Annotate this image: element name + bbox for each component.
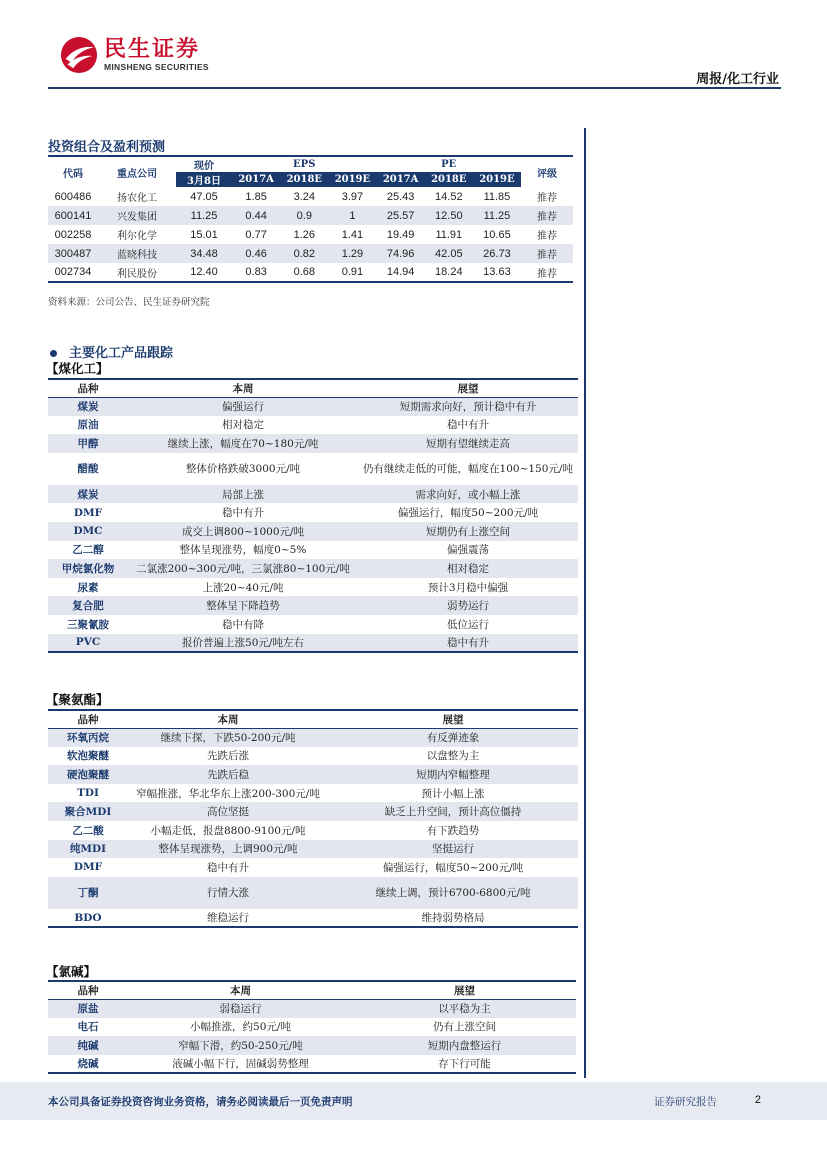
this-week-cell: 整体呈下降趋势 (128, 596, 358, 615)
metric-cell: 11.85 (483, 190, 511, 203)
this-week-cell: 上涨20~40元/吨 (202, 581, 284, 594)
price-cell: 15.01 (190, 228, 218, 241)
col-year: 2017A (376, 172, 424, 187)
this-week-cell: 维稳运行 (128, 909, 328, 928)
disclaimer-notice: 本公司具备证券投资咨询业务资格，请务必阅读最后一页免责声明 (48, 1096, 353, 1108)
this-week-cell: 窄幅下滑，约50-250元/吨 (128, 1036, 353, 1055)
table-row (48, 263, 573, 282)
this-week-cell: 行情大涨 (128, 877, 328, 909)
table-row (48, 225, 573, 244)
metric-cell: 14.52 (435, 190, 463, 203)
logo-english-name: MINSHENG SECURITIES (104, 62, 209, 72)
this-week-cell: 整体价格跌破3000元/吨 (185, 463, 301, 476)
table-row (48, 596, 578, 615)
table-row (48, 877, 578, 909)
company-name: 兴发集团 (98, 206, 176, 225)
metric-cell: 13.63 (473, 263, 521, 282)
metric-cell: 14.94 (376, 263, 424, 282)
outlook-cell: 低位运行 (447, 618, 489, 631)
outlook-cell: 相对稳定 (358, 559, 578, 578)
metric-cell: 0.44 (232, 206, 280, 225)
table-row (48, 1018, 576, 1037)
table-row (48, 559, 578, 578)
chloralkali-table (48, 980, 576, 1074)
chloralkali-label: 【氯碱】 (46, 964, 97, 979)
this-week-cell: 继续下探，下跌50-200元/吨 (128, 728, 328, 747)
col-product: 品种 (48, 981, 128, 999)
outlook-cell: 有反弹迹象 (328, 728, 578, 747)
metric-cell: 25.43 (386, 190, 415, 203)
rating-cell: 推荐 (521, 244, 573, 263)
company-name: 扬农化工 (117, 193, 157, 204)
stock-code: 002734 (48, 263, 98, 282)
table-row (48, 416, 578, 435)
outlook-cell: 以盘整为主 (426, 750, 480, 763)
table-row (48, 1036, 576, 1055)
metric-cell: 3.24 (293, 190, 316, 203)
portfolio-table (48, 155, 573, 283)
price-cell: 34.48 (176, 244, 232, 263)
metric-cell: 11.91 (435, 228, 463, 241)
product-name: 原盐 (48, 999, 128, 1018)
coal-chem-label: 【煤化工】 (46, 361, 109, 376)
header-row (48, 710, 578, 728)
product-name: 纯MDI (48, 840, 128, 859)
product-name: 纯碱 (48, 1036, 128, 1055)
metric-cell: 19.49 (386, 228, 415, 241)
company-name: 利尔化学 (117, 231, 157, 242)
this-week-cell: 先跌后稳 (128, 765, 328, 784)
table-row (48, 578, 578, 597)
outlook-cell: 需求向好，或小幅上涨 (358, 485, 578, 504)
outlook-cell: 短期有望继续走高 (358, 434, 578, 453)
report-category-title: 周报/化工行业 (696, 72, 779, 87)
table-row (48, 634, 578, 653)
col-year: 2017A (232, 172, 280, 187)
col-year: 2018E (280, 172, 328, 187)
metric-cell: 10.65 (483, 228, 511, 241)
right-column-divider (584, 128, 586, 1078)
outlook-cell: 仍有上涨空间 (433, 1021, 496, 1034)
metric-cell: 3.97 (341, 190, 364, 203)
metric-cell: 1.85 (245, 190, 267, 203)
products-title-text: 主要化工产品跟踪 (69, 346, 174, 361)
outlook-cell: 偏强运行，幅度50~200元/吨 (382, 861, 524, 874)
stock-code: 600486 (54, 190, 92, 203)
col-product: 品种 (48, 379, 128, 397)
table-row (48, 999, 576, 1018)
outlook-cell: 短期内窄幅整理 (328, 765, 578, 784)
col-year: 2018E (425, 172, 473, 187)
product-name: 原油 (77, 419, 99, 432)
product-name: 醋酸 (77, 463, 99, 476)
metric-cell: 0.91 (328, 263, 376, 282)
outlook-cell: 继续上调，预计6700-6800元/吨 (328, 877, 578, 909)
col-code: 代码 (63, 168, 83, 180)
stock-code: 002258 (54, 228, 92, 241)
table-row (48, 485, 578, 504)
outlook-cell: 稳中有升 (358, 634, 578, 653)
this-week-cell: 稳中有升 (222, 507, 264, 520)
metric-cell: 0.9 (280, 206, 328, 225)
metric-cell: 1 (328, 206, 376, 225)
product-name: BDO (48, 909, 128, 928)
rating-cell: 推荐 (521, 263, 573, 282)
rating-cell: 推荐 (537, 193, 557, 204)
metric-cell: 26.73 (473, 244, 521, 263)
product-name: 丁酮 (48, 877, 128, 909)
table-row (48, 187, 573, 206)
price-cell: 12.40 (176, 263, 232, 282)
product-name: 电石 (77, 1021, 99, 1034)
product-name: DMF (73, 861, 103, 874)
this-week-cell: 液碱小幅下行，固碱弱势整理 (128, 1055, 353, 1074)
header-divider (48, 87, 781, 89)
product-name: 尿素 (77, 581, 99, 594)
stock-code: 600141 (48, 206, 98, 225)
table-row (48, 1055, 576, 1074)
outlook-cell: 预计3月稳中偏强 (427, 581, 509, 594)
table-row (48, 397, 578, 416)
product-name: TDI (77, 787, 99, 800)
metric-cell: 18.24 (425, 263, 473, 282)
this-week-cell: 相对稳定 (222, 419, 264, 432)
outlook-cell: 以平稳为主 (353, 999, 576, 1018)
outlook-cell: 稳中有升 (447, 419, 489, 432)
rating-cell: 推荐 (537, 231, 557, 242)
table-row (48, 747, 578, 766)
portfolio-title: 投资组合及盈利预测 (48, 140, 166, 155)
this-week-cell: 稳中有升 (207, 861, 249, 874)
outlook-cell: 短期需求向好，预计稳中有升 (358, 397, 578, 416)
company-name: 蓝晓科技 (98, 244, 176, 263)
metric-cell: 1.41 (341, 228, 364, 241)
product-name: 三聚氰胺 (67, 618, 109, 631)
bullet-icon (50, 350, 57, 357)
table-row (48, 784, 578, 803)
table-row (48, 503, 578, 522)
company-name: 利民股份 (98, 263, 176, 282)
product-name: 煤炭 (48, 485, 128, 504)
metric-cell: 25.57 (376, 206, 424, 225)
price-cell: 11.25 (176, 206, 232, 225)
metric-cell: 12.50 (425, 206, 473, 225)
table-row (48, 909, 578, 928)
this-week-cell: 高位坚挺 (128, 802, 328, 821)
page-header (0, 0, 827, 90)
product-name: 甲烷氯化物 (48, 559, 128, 578)
col-outlook: 展望 (358, 379, 578, 397)
product-name: 乙二酸 (72, 824, 104, 837)
this-week-cell: 报价普遍上涨50元/吨左右 (128, 634, 358, 653)
this-week-cell: 二氯涨200~300元/吨，三氯涨80~100元/吨 (128, 559, 358, 578)
logo-chinese-name: 民生证券 (104, 37, 201, 62)
product-name: 甲醇 (48, 434, 128, 453)
polyurethane-table (48, 709, 578, 928)
table-row (48, 821, 578, 840)
metric-cell: 0.46 (232, 244, 280, 263)
minsheng-logo-icon (60, 36, 98, 74)
col-outlook: 展望 (328, 710, 578, 728)
table-row (48, 541, 578, 560)
col-company: 重点公司 (117, 168, 157, 180)
col-price: 现价 (194, 161, 214, 172)
col-eps: EPS (293, 159, 316, 170)
outlook-cell: 仍有继续走低的可能，幅度在100~150元/吨 (363, 462, 573, 475)
table-row (48, 522, 578, 541)
outlook-cell: 有下跌趋势 (426, 824, 480, 837)
page-number: 2 (754, 1094, 761, 1106)
this-week-cell: 弱稳运行 (128, 999, 353, 1018)
this-week-cell: 先跌后涨 (207, 750, 249, 763)
outlook-cell: 预计小幅上涨 (421, 787, 485, 800)
col-year: 2019E (328, 172, 376, 187)
outlook-cell: 短期仍有上涨空间 (358, 522, 578, 541)
outlook-cell: 维持弱势格局 (328, 909, 578, 928)
product-name: 软泡聚醚 (67, 750, 109, 763)
table-row (48, 434, 578, 453)
outlook-cell: 存下行可能 (353, 1055, 576, 1074)
this-week-cell: 偏强运行 (128, 397, 358, 416)
data-source-note: 资料来源：公司公告、民生证券研究院 (48, 297, 210, 308)
report-type: 证券研究报告 (654, 1096, 717, 1108)
product-name: DMF (73, 506, 103, 519)
product-name: 聚合MDI (48, 802, 128, 821)
col-year: 2019E (473, 172, 521, 187)
table-row (48, 244, 573, 263)
metric-cell: 42.05 (425, 244, 473, 263)
product-name: 硬泡聚醚 (48, 765, 128, 784)
coal-chem-table (48, 378, 578, 653)
this-week-cell: 局部上涨 (128, 485, 358, 504)
rating-cell: 推荐 (521, 206, 573, 225)
polyurethane-label: 【聚氨酯】 (46, 692, 109, 707)
this-week-cell: 继续上涨，幅度在70~180元/吨 (128, 434, 358, 453)
col-pe: PE (441, 159, 457, 170)
outlook-cell: 缺乏上升空间，预计高位僵持 (328, 802, 578, 821)
product-name: 环氧丙烷 (48, 728, 128, 747)
col-this-week: 本周 (128, 981, 353, 999)
header-row (48, 981, 576, 999)
this-week-cell: 整体呈现涨势，幅度0~5% (179, 544, 307, 557)
table-row (48, 206, 573, 225)
col-this-week: 本周 (128, 710, 328, 728)
price-cell: 47.05 (190, 190, 218, 203)
col-rating: 评级 (537, 168, 557, 180)
this-week-cell: 整体呈现涨势，上调900元/吨 (128, 840, 328, 859)
product-name: PVC (48, 634, 128, 653)
stock-code: 300487 (48, 244, 98, 263)
product-name: 复合肥 (48, 596, 128, 615)
table-row (48, 453, 578, 485)
product-name: 烧碱 (48, 1055, 128, 1074)
outlook-cell: 偏强运行，幅度50~200元/吨 (397, 507, 539, 520)
this-week-cell: 稳中有降 (222, 618, 264, 631)
table-row (48, 728, 578, 747)
product-name: 煤炭 (48, 397, 128, 416)
page-footer (0, 1082, 827, 1120)
this-week-cell: 小幅推涨，约50元/吨 (190, 1021, 291, 1034)
outlook-cell: 短期内盘整运行 (353, 1036, 576, 1055)
product-name: DMC (48, 522, 128, 541)
metric-cell: 0.83 (232, 263, 280, 282)
table-row (48, 765, 578, 784)
col-this-week: 本周 (128, 379, 358, 397)
outlook-cell: 坚挺运行 (328, 840, 578, 859)
metric-cell: 11.25 (473, 206, 521, 225)
metric-cell: 0.68 (280, 263, 328, 282)
metric-cell: 1.26 (293, 228, 316, 241)
table-row (48, 802, 578, 821)
col-price-date: 3月8日 (176, 172, 232, 187)
table-row (48, 615, 578, 634)
col-outlook: 展望 (353, 981, 576, 999)
outlook-cell: 偏强震荡 (447, 544, 489, 557)
brand-logo (60, 36, 209, 74)
this-week-cell: 小幅走低，报盘8800-9100元/吨 (150, 824, 306, 837)
metric-cell: 74.96 (376, 244, 424, 263)
outlook-cell: 弱势运行 (358, 596, 578, 615)
metric-cell: 1.29 (328, 244, 376, 263)
this-week-cell: 窄幅推涨，华北华东上涨200-300元/吨 (136, 787, 320, 800)
product-name: 乙二醇 (72, 544, 104, 557)
this-week-cell: 成交上调800~1000元/吨 (128, 522, 358, 541)
table-row (48, 858, 578, 877)
col-product: 品种 (48, 710, 128, 728)
metric-cell: 0.77 (245, 228, 267, 241)
header-row (48, 379, 578, 397)
metric-cell: 0.82 (280, 244, 328, 263)
table-row (48, 840, 578, 859)
